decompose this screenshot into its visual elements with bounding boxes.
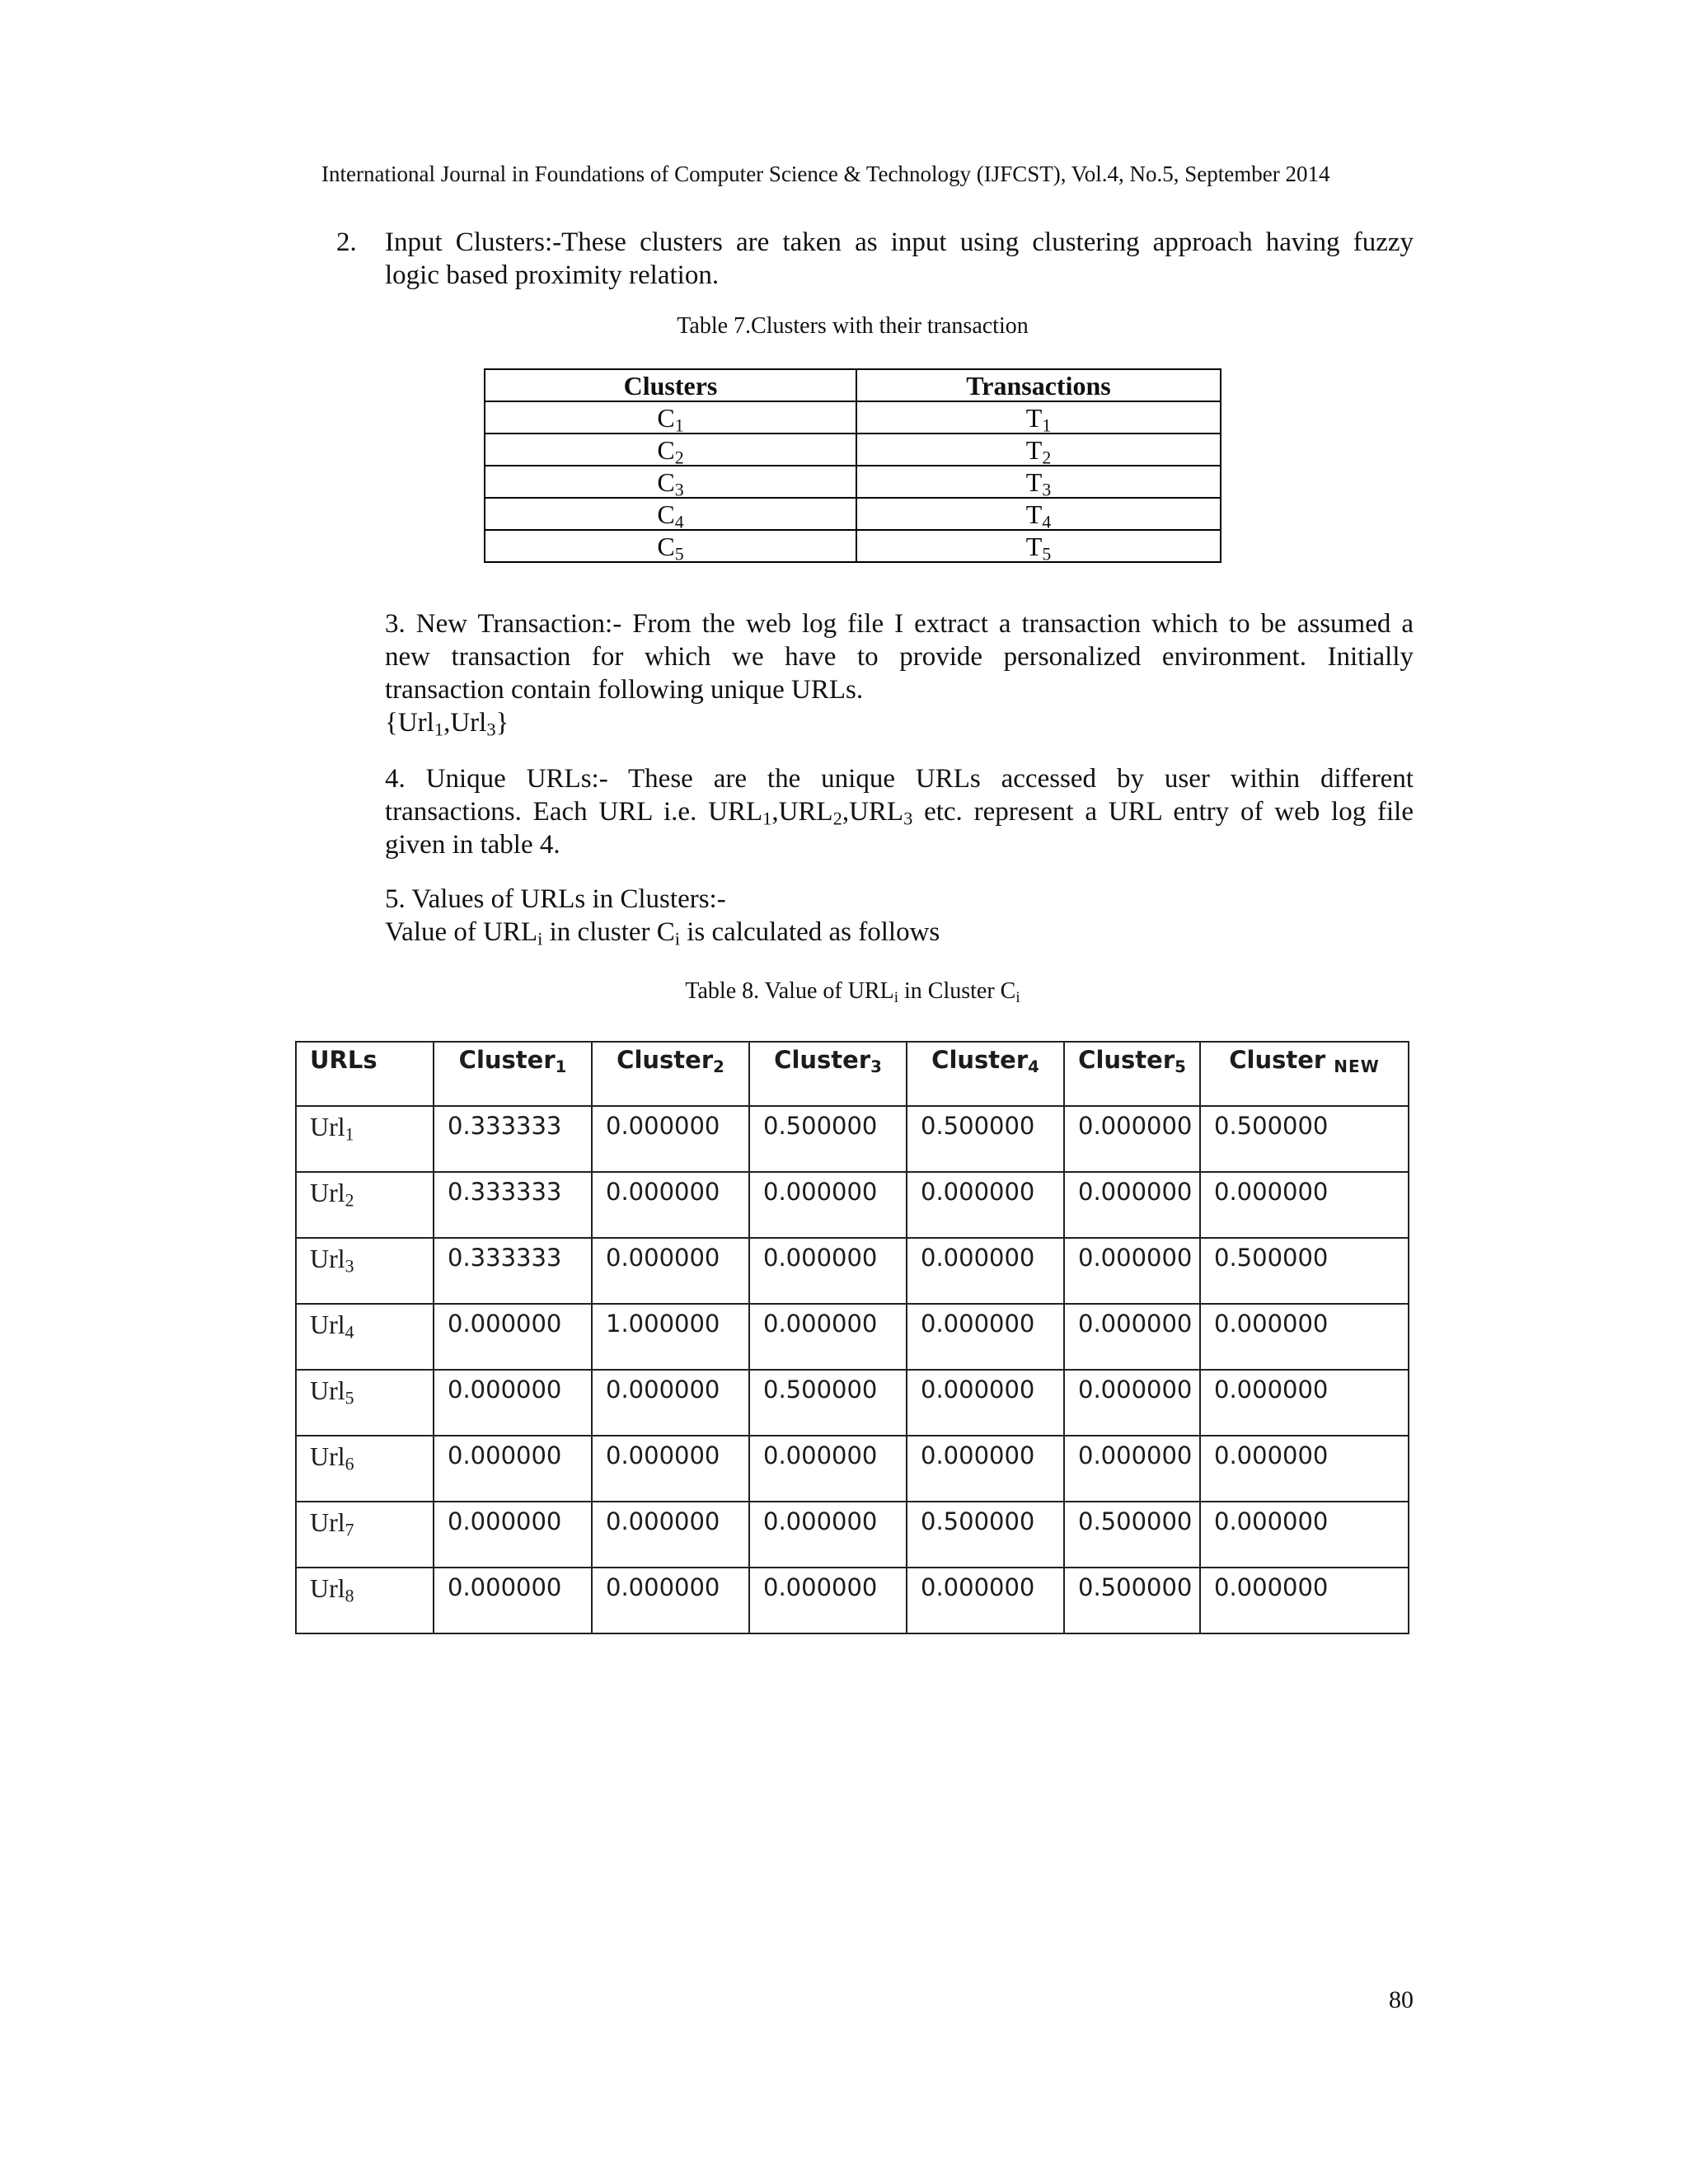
table-row xyxy=(296,1172,1409,1238)
table-8-value-cell: 0.500000 xyxy=(749,1370,907,1436)
table-8-header-urls: URLs xyxy=(296,1042,434,1106)
section-5-paragraph xyxy=(385,883,1414,949)
table-7-cell-transaction: $T_5$ xyxy=(856,530,1221,562)
table-8-value-cell: 0.500000 xyxy=(907,1502,1064,1568)
section-4-line-1: 4. Unique URLs:- These are the unique URLs accessed by user within different xyxy=(385,764,1414,794)
table-8-url-label: Url$_5$ xyxy=(296,1370,434,1436)
section-2-line-1: Input Clusters:-These clusters are taken as input using clustering approach having fuzzy xyxy=(385,227,1414,257)
table-8-value-cell: 0.000000 xyxy=(1200,1304,1409,1370)
table-8-value-cell: 0.000000 xyxy=(1064,1436,1200,1502)
new-transaction-url-set: {Url$_1$,Url$_3$} xyxy=(385,708,509,740)
table-7-caption: Table 7.Clusters with their transaction xyxy=(677,313,1029,339)
table-8-header-cluster: Cluster$_4$ xyxy=(907,1042,1064,1106)
table-8-value-cell: 0.000000 xyxy=(434,1304,592,1370)
table-8-value-cell: 0.000000 xyxy=(592,1172,749,1238)
table-8-value-cell: 0.000000 xyxy=(434,1436,592,1502)
table-8-value-cell: 0.000000 xyxy=(434,1502,592,1568)
table-7-header-transactions: Transactions xyxy=(856,369,1221,401)
table-8-value-cell: 0.000000 xyxy=(1064,1304,1200,1370)
table-8-value-cell: 0.500000 xyxy=(1200,1238,1409,1304)
table-7-cell-transaction: $T_4$ xyxy=(856,498,1221,530)
table-8-value-cell: 0.000000 xyxy=(592,1436,749,1502)
table-8-value-cell: 0.000000 xyxy=(1200,1172,1409,1238)
table-8-value-cell: 0.500000 xyxy=(907,1106,1064,1172)
table-8-value-cell: 0.500000 xyxy=(749,1106,907,1172)
table-8-value-cell: 0.000000 xyxy=(1064,1370,1200,1436)
table-7-cell-transaction: $T_1$ xyxy=(856,401,1221,434)
section-3-paragraph xyxy=(385,607,1414,739)
section-3-line-1: 3. New Transaction:- From the web log file I extract a transaction which to be assumed a xyxy=(385,609,1414,639)
section-3-line-2: new transaction for which we have to provide personalized environment. Initially xyxy=(385,642,1414,672)
table-8-value-cell: 0.000000 xyxy=(592,1568,749,1633)
table-8-value-cell: 0.000000 xyxy=(592,1370,749,1436)
section-4-paragraph xyxy=(385,762,1414,861)
page-number: 80 xyxy=(1389,1986,1414,2013)
table-8-value-cell: 1.000000 xyxy=(592,1304,749,1370)
table-7-row xyxy=(485,434,1221,466)
table-8-value-cell: 0.500000 xyxy=(1064,1502,1200,1568)
table-7-header-row xyxy=(485,369,1221,401)
table-8-value-cell: 0.000000 xyxy=(1200,1436,1409,1502)
table-8-value-cell: 0.000000 xyxy=(749,1568,907,1633)
table-8-header-cluster: Cluster$_2$ xyxy=(592,1042,749,1106)
table-8-value-cell: 0.000000 xyxy=(749,1238,907,1304)
table-8-value-cell: 0.000000 xyxy=(749,1436,907,1502)
table-8-url-label: Url$_4$ xyxy=(296,1304,434,1370)
table-7-cell-cluster: $C_2$ xyxy=(485,434,856,466)
table-8-value-cell: 0.000000 xyxy=(1064,1106,1200,1172)
table-8-value-cell: 0.000000 xyxy=(907,1172,1064,1238)
table-8-value-cell: 0.000000 xyxy=(1200,1568,1409,1633)
table-8-value-cell: 0.333333 xyxy=(434,1172,592,1238)
table-8-value-cell: 0.000000 xyxy=(1200,1370,1409,1436)
table-8-url-label: Url$_6$ xyxy=(296,1436,434,1502)
table-7-row xyxy=(485,498,1221,530)
table-8-value-cell: 0.500000 xyxy=(1064,1568,1200,1633)
table-8-url-label: Url$_8$ xyxy=(296,1568,434,1633)
section-3-line-3: transaction contain following unique URLs. xyxy=(385,675,864,705)
table-8-header-cluster: Cluster $_{NEW}$ xyxy=(1200,1042,1409,1106)
section-5-line-2: Value of $URL_i$ in cluster $C_i$ is calculated as follows xyxy=(385,917,940,949)
section-2-paragraph xyxy=(385,226,1414,292)
section-4-line-3: given in table 4. xyxy=(385,830,560,860)
table-8-value-cell: 0.000000 xyxy=(434,1568,592,1633)
table-8-value-cell: 0.000000 xyxy=(434,1370,592,1436)
table-8-value-cell: 0.000000 xyxy=(1064,1172,1200,1238)
table-8-url-label: Url$_7$ xyxy=(296,1502,434,1568)
table-8-value-cell: 0.000000 xyxy=(1200,1502,1409,1568)
running-header: International Journal in Foundations of Computer Science & Technology (IJFCST), Vol.4, No.5, September 2014 xyxy=(321,162,1330,186)
table-7-row xyxy=(485,466,1221,498)
section-2-number: 2. xyxy=(336,227,357,257)
table-row xyxy=(296,1238,1409,1304)
table-7-cell-transaction: $T_2$ xyxy=(856,434,1221,466)
table-8-header-row xyxy=(296,1042,1409,1106)
table-8-value-cell: 0.000000 xyxy=(592,1238,749,1304)
table-8-header-cluster: Cluster$_1$ xyxy=(434,1042,592,1106)
table-7-cell-cluster: $C_3$ xyxy=(485,466,856,498)
section-2-line-2: logic based proximity relation. xyxy=(385,260,720,290)
section-5-line-1: 5. Values of URLs in Clusters:- xyxy=(385,884,726,914)
table-8-value-cell: 0.000000 xyxy=(749,1172,907,1238)
table-8-value-cell: 0.000000 xyxy=(907,1436,1064,1502)
section-4-line-2: transactions. Each URL i.e. $URL_1,URL_2,URL_3$ etc. represent a URL entry of web log file xyxy=(385,797,1414,829)
table-8-value-cell: 0.000000 xyxy=(592,1106,749,1172)
table-row xyxy=(296,1304,1409,1370)
table-8-header-cluster: Cluster$_3$ xyxy=(749,1042,907,1106)
table-8-caption: Table 8. Value of $URL_i$ in Cluster $C_i$ xyxy=(685,978,1020,1006)
table-7-row xyxy=(485,530,1221,562)
table-7-cell-cluster: $C_5$ xyxy=(485,530,856,562)
table-8-value-cell: 0.000000 xyxy=(907,1238,1064,1304)
table-7 xyxy=(484,368,1221,563)
table-7-header-clusters: Clusters xyxy=(485,369,856,401)
table-8-value-cell: 0.333333 xyxy=(434,1238,592,1304)
table-7-cell-cluster: $C_1$ xyxy=(485,401,856,434)
table-8 xyxy=(295,1041,1409,1634)
table-8-value-cell: 0.000000 xyxy=(907,1304,1064,1370)
table-8-header-cluster: Cluster$_5$ xyxy=(1064,1042,1200,1106)
table-8-value-cell: 0.500000 xyxy=(1200,1106,1409,1172)
table-8-value-cell: 0.000000 xyxy=(592,1502,749,1568)
table-7-row xyxy=(485,401,1221,434)
table-8-value-cell: 0.000000 xyxy=(749,1304,907,1370)
table-7-cell-cluster: $C_4$ xyxy=(485,498,856,530)
table-8-value-cell: 0.000000 xyxy=(907,1568,1064,1633)
table-7-cell-transaction: $T_3$ xyxy=(856,466,1221,498)
table-8-value-cell: 0.000000 xyxy=(907,1370,1064,1436)
table-row xyxy=(296,1502,1409,1568)
table-row xyxy=(296,1106,1409,1172)
table-row xyxy=(296,1436,1409,1502)
table-8-url-label: Url$_1$ xyxy=(296,1106,434,1172)
table-row xyxy=(296,1370,1409,1436)
table-8-url-label: Url$_3$ xyxy=(296,1238,434,1304)
table-8-value-cell: 0.000000 xyxy=(749,1502,907,1568)
table-8-value-cell: 0.333333 xyxy=(434,1106,592,1172)
table-row xyxy=(296,1568,1409,1633)
table-8-value-cell: 0.000000 xyxy=(1064,1238,1200,1304)
table-8-url-label: Url$_2$ xyxy=(296,1172,434,1238)
